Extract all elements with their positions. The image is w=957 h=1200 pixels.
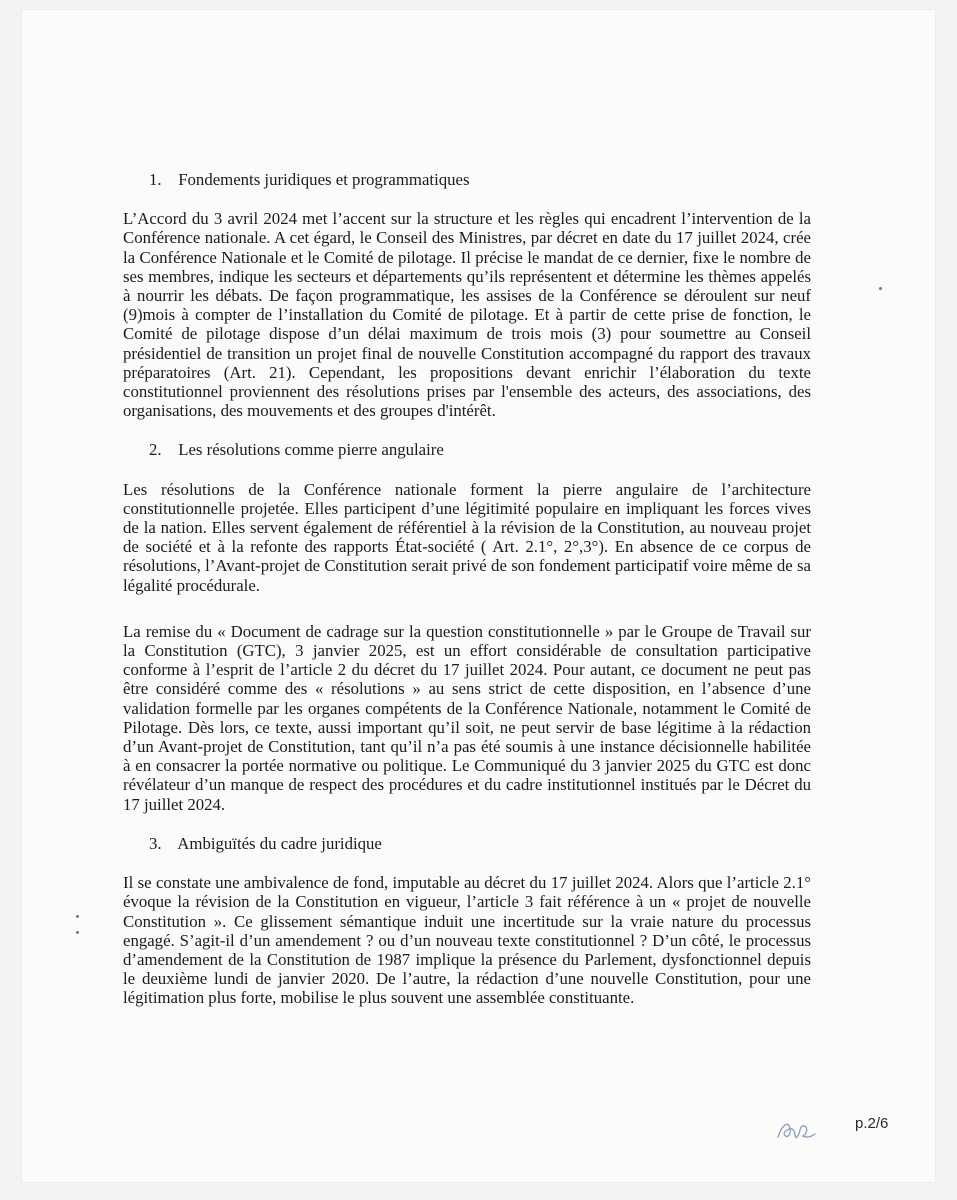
scan-speck [76, 931, 79, 934]
document-body [123, 170, 811, 1028]
section-heading-2 [123, 440, 811, 459]
section-heading-3 [123, 834, 811, 853]
section-title: Ambiguïtés du cadre juridique [177, 833, 382, 853]
section-title: Fondements juridiques et programmatiques [178, 170, 470, 189]
section-number: 1. [149, 170, 162, 189]
section-title: Les résolutions comme pierre angulaire [178, 440, 444, 460]
scan-speck [76, 915, 79, 918]
paragraph: La remise du « Document de cadrage sur la question constitutionnelle » par le Groupe de Travail sur la Constitution (GTC), 3 janvier 2025, est un effort considérable de consultation participative conforme à l’esprit de l’article 2 du décret du 17 juillet 2024. Pour autant, ce document ne peut pas être considéré comme des « résolutions » au sens strict de cette disposition, en l’absence d’une validation formelle par les organes compétents de la Conférence Nationale, notamment le Comité de Pilotage. Dès lors, ce texte, aussi important qu’il soit, ne peut servir de base légitime à la rédaction d’un Avant-projet de Constitution, tant qu’il n’a pas été soumis à une instance décisionnelle habilitée à en consacrer la portée normative ou politique. Le Communiqué du 3 janvier 2025 du GTC est donc révélateur d’un manque de respect des procédures et du cadre institutionnel institués par le Décret du 17 juillet 2024. [123, 621, 811, 814]
initials-signature-icon [775, 1117, 817, 1143]
paragraph: Les résolutions de la Conférence nationale forment la pierre angulaire de l’architecture constitutionnelle projetée. Elles participent d’une légitimité populaire en impliquant les forces vives de la nation. Elles servent également de référentiel à la révision de la Constitution, au nouveau projet de société et à la refonte des rapports État-société ( Art. 2.1°, 2°,3°). En absence de ce corpus de résolutions, l’Avant-projet de Constitution serait privé de son fondement participatif voire même de sa légalité procédurale. [123, 479, 811, 595]
scan-speck [879, 287, 882, 290]
paragraph: Il se constate une ambivalence de fond, imputable au décret du 17 juillet 2024. Alors que l’article 2.1° évoque la révision de la Constitution en vigueur, l’article 3 fait référence à un « projet de nouvelle Constitution ». Ce glissement sémantique induit une incertitude sur la vraie nature du processus engagé. S’agit-il d’un amendement ? ou d’un nouveau texte constitutionnel ? D’un côté, le processus d’amendement de la Constitution de 1987 implique la présence du Parlement, dysfonctionnel depuis le deuxième lundi de janvier 2020. De l’autre, la rédaction d’une nouvelle Constitution, pour une légitimation plus forte, mobilise le plus souvent une assemblée constituante. [123, 873, 811, 1008]
section-heading-1 [123, 170, 811, 189]
section-number: 2. [149, 440, 162, 460]
section-number: 3. [149, 833, 162, 853]
page-number: p.2/6 [855, 1115, 889, 1132]
paragraph: L’Accord du 3 avril 2024 met l’accent sur la structure et les règles qui encadrent l’intervention de la Conférence nationale. A cet égard, le Conseil des Ministres, par décret en date du 17 juillet 2024, crée la Conférence Nationale et le Comité de pilotage. Il précise le mandat de ce dernier, fixe le nombre de ses membres, indique les secteurs et départements qu’ils représentent et détermine les thèmes appelés à nourrir les débats. De façon programmatique, les assises de la Conférence se déroulent sur neuf (9)mois à compter de l’installation du Comité de pilotage. Et à partir de cette prise de fonction, le Comité de pilotage dispose d’un délai maximum de trois mois (3) pour soumettre au Conseil présidentiel de transition un projet final de nouvelle Constitution accompagné du rapport des travaux préparatoires (Art. 21). Cependant, les propositions devant enrichir l’élaboration du texte constitutionnel proviennent des résolutions prises par l'ensemble des acteurs, des associations, des organisations, des mouvements et des groupes d'intérêt. [123, 209, 811, 421]
